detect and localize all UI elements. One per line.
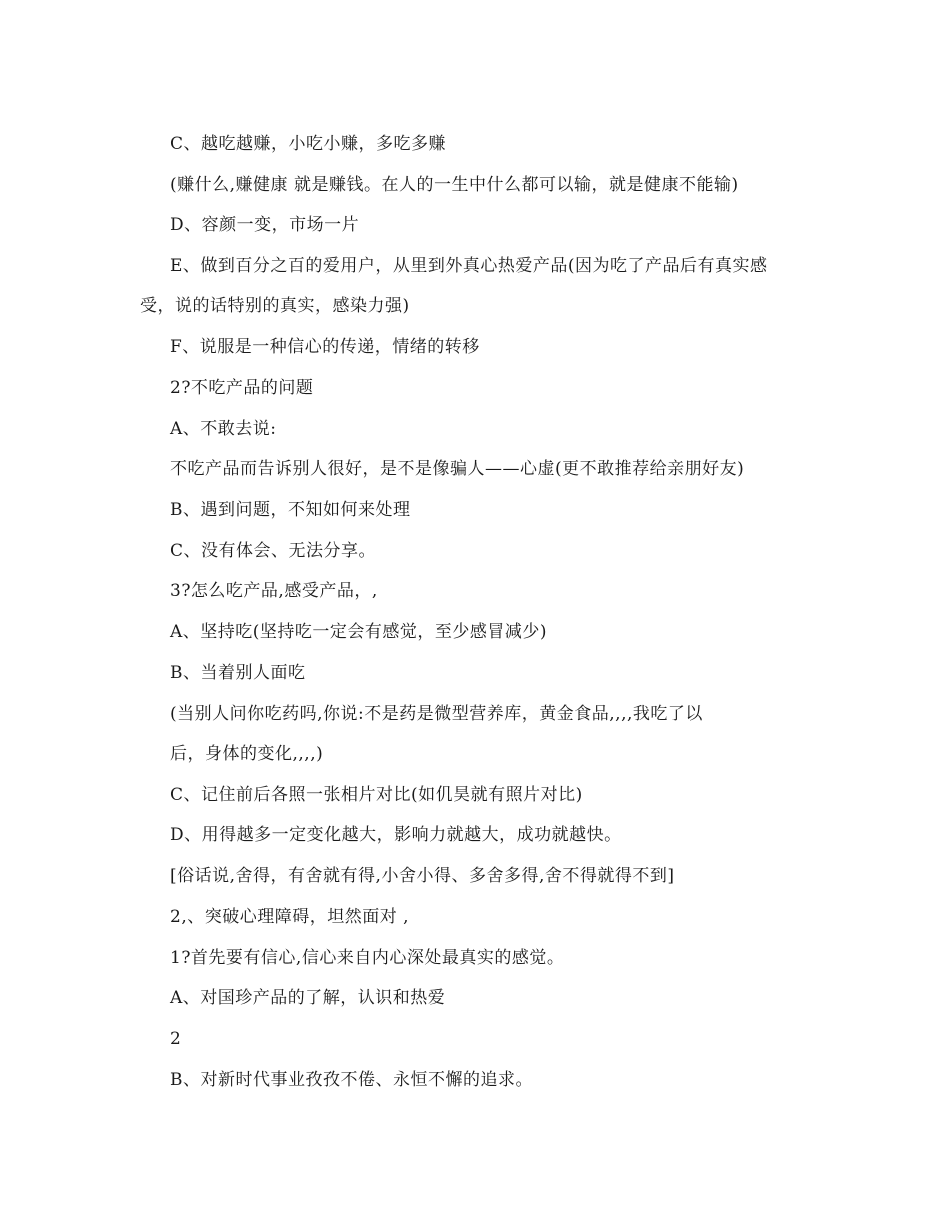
text-line: C、记住前后各照一张相片对比(如仉昊就有照片对比): [170, 785, 583, 805]
text-line: F、说服是一种信心的传递，情绪的转移: [170, 337, 480, 357]
text-line: (当别人问你吃药吗,你说:不是药是微型营养库，黄金食品,,,,我吃了以: [170, 704, 703, 724]
text-line: B、遇到问题，不知如何来处理: [170, 500, 411, 520]
text-line: C、越吃越赚，小吃小赚，多吃多赚: [170, 134, 447, 154]
text-line: [俗话说,舍得，有舍就有得,小舍小得、多舍多得,舍不得就得不到]: [170, 866, 675, 886]
text-line: B、对新时代事业孜孜不倦、永恒不懈的追求。: [170, 1070, 533, 1090]
text-line: D、用得越多一定变化越大，影响力就越大，成功就越快。: [170, 825, 622, 845]
text-line: E、做到百分之百的爱用户，从里到外真心热爱产品(因为吃了产品后有真实感: [170, 256, 768, 276]
text-line: 后，身体的变化,,,,): [170, 744, 324, 764]
text-line: 不吃产品而告诉别人很好，是不是像骗人——心虚(更不敢推荐给亲朋好友): [170, 459, 745, 479]
text-line: (赚什么,赚健康 就是赚钱。在人的一生中什么都可以输，就是健康不能输): [170, 175, 739, 195]
text-line: 受，说的话特别的真实，感染力强): [140, 296, 410, 316]
text-line: A、对国珍产品的了解，认识和热爱: [170, 988, 446, 1008]
text-line: 2,、突破心理障碍，坦然面对 ,: [170, 907, 410, 927]
text-line: 1?首先要有信心,信心来自内心深处最真实的感觉。: [170, 948, 565, 968]
text-line: B、当着别人面吃: [170, 663, 306, 683]
page-number: 2: [170, 1029, 182, 1049]
text-line: D、容颜一变，市场一片: [170, 215, 360, 235]
text-line: 3?怎么吃产品,感受产品，,: [170, 581, 378, 601]
text-line: A、不敢去说:: [170, 419, 277, 439]
text-line: C、没有体会、无法分享。: [170, 541, 377, 561]
text-line: A、坚持吃(坚持吃一定会有感觉，至少感冒减少): [170, 622, 548, 642]
text-line: 2?不吃产品的问题: [170, 378, 314, 398]
